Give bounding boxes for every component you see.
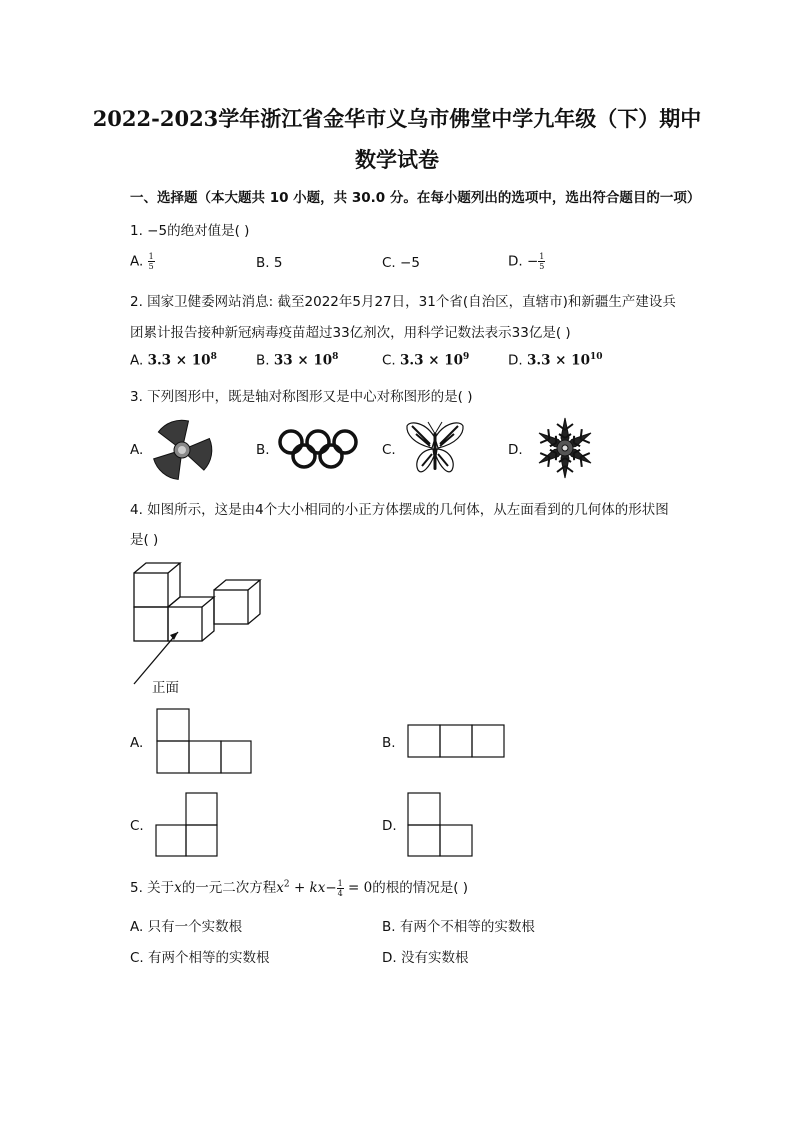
q4-d-grid [406,791,476,859]
q2-stem-line2: 团累计报告接种新冠病毒疫苗超过33亿剂次，用科学记数法表示33亿是( ) [130,325,571,341]
q2-d-label: D. [508,352,523,369]
arrow-head-icon [170,632,178,640]
q5-eq-end: = 0 [343,880,373,896]
q2-c-exp: 9 [463,352,470,362]
q5-eq-x: x [276,880,284,896]
q1-a-fraction [148,252,155,271]
cube-solid-figure [130,560,270,690]
butterfly-icon [404,418,466,480]
q4-option-d[interactable]: D. [382,818,397,834]
q2-c-label: C. [382,352,396,369]
q4-option-a[interactable]: A. [130,735,144,751]
q5-option-b[interactable]: B. 有两个不相等的实数根 [382,919,535,935]
q1-a-label: A. [130,253,144,270]
q1-option-b[interactable]: B. 5 [256,255,283,271]
q1-option-a[interactable] [130,252,155,271]
q5-eq-sq: 2 [283,879,290,890]
q5-option-c[interactable]: C. 有两个相等的实数根 [130,950,270,966]
q2-option-a[interactable] [130,352,217,369]
q2-d-base: 3.3 × 10 [526,352,590,369]
q1-d-num: 1 [539,252,545,261]
q4-a-grid [155,707,253,773]
q1-a-num: 1 [148,252,154,261]
q2-option-b[interactable] [256,352,338,369]
q1-stem: 1. −5的绝对值是( ) [130,223,250,239]
q5-var-x: x [174,880,182,896]
q5-den: 4 [337,888,343,898]
q5-prefix: 5. 关于 [130,880,175,896]
q1-d-den: 5 [539,262,545,271]
q4-c-grid [154,791,220,859]
q5-option-a[interactable]: A. 只有一个实数根 [130,919,243,935]
q5-eq-mid: + kx− [289,880,337,896]
q4-option-c[interactable]: C. [130,818,144,834]
q1-option-d[interactable] [508,252,545,271]
q5-option-d[interactable]: D. 没有实数根 [382,950,469,966]
q2-b-exp: 8 [332,352,339,362]
q4-stem-line1: 4. 如图所示，这是由4个大小相同的小正方体摆成的几何体，从左面看到的几何体的形状图 [130,502,669,518]
q4-stem-line2: 是( ) [130,532,159,548]
q5-fraction [337,879,344,898]
q2-b-label: B. [256,352,270,369]
q1-d-label: D. − [508,253,539,270]
q4-option-b[interactable]: B. [382,735,396,751]
q2-a-base: 3.3 × 10 [147,352,211,369]
rings-icon [278,428,358,472]
q5-num: 1 [337,878,343,888]
q1-option-c[interactable]: C. −5 [382,255,420,271]
q5-mid: 的一元二次方程 [181,880,277,896]
q3-option-b[interactable]: B. [256,442,270,458]
q2-option-c[interactable] [382,352,469,369]
q3-option-a[interactable]: A. [130,442,144,458]
front-label: 正面 [152,680,179,696]
q4-b-grid [406,723,508,761]
section-heading: 一、选择题（本大题共 10 小题，共 30.0 分。在每小题列出的选项中，选出符合题目的一项） [130,190,701,206]
radiation-icon [152,420,212,480]
q1-d-fraction [538,252,545,271]
q2-stem-line1: 2. 国家卫健委网站消息: 截至2022年5月27日，31个省(自治区，直辖市)和新疆生产建设兵 [130,294,676,310]
q2-c-base: 3.3 × 10 [400,352,464,369]
page-subtitle: 数学试卷 [355,147,439,172]
q2-d-exp: 10 [589,352,603,362]
q5-stem [130,876,468,898]
q2-b-base: 33 × 10 [273,352,333,369]
snowflake-icon [530,416,600,480]
q5-suffix: 的根的情况是( ) [372,880,469,896]
q3-option-c[interactable]: C. [382,442,396,458]
q2-a-exp: 8 [210,352,217,362]
q3-stem: 3. 下列图形中，既是轴对称图形又是中心对称图形的是( ) [130,389,473,405]
q3-option-d[interactable]: D. [508,442,523,458]
q1-a-den: 5 [148,262,154,271]
q2-option-d[interactable] [508,352,603,369]
q2-a-label: A. [130,352,144,369]
page-title: 2022-2023学年浙江省金华市义乌市佛堂中学九年级（下）期中 [92,106,702,131]
